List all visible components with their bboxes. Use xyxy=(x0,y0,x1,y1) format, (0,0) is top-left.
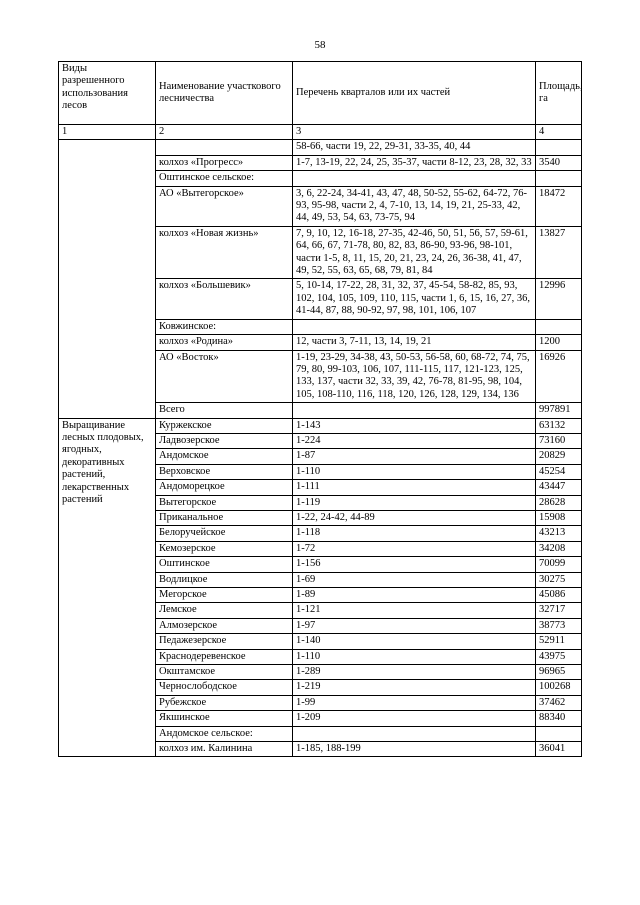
quarters-cell: 7, 9, 10, 12, 16-18, 27-35, 42-46, 50, 51, 56, 57, 59-61, 64, 66, 67, 71-78, 80, 82, 83, 86-90, 93-96, 98-101, части 1-5, 8, 11, 15, 20, 21, 23, 24, 26, 36-38, 41, 47, 49, 52, 55, 63, 65, 68, 79, 81, 84 xyxy=(293,226,536,279)
area-cell: 997891 xyxy=(536,403,582,418)
usage-type-cell xyxy=(59,140,156,418)
column-number: 1 xyxy=(59,125,156,140)
quarters-cell xyxy=(293,403,536,418)
quarters-cell: 1-118 xyxy=(293,526,536,541)
quarters-cell: 1-121 xyxy=(293,603,536,618)
forestry-name-cell: Чернослободское xyxy=(156,680,293,695)
quarters-cell: 12, части 3, 7-11, 13, 14, 19, 21 xyxy=(293,335,536,350)
quarters-cell xyxy=(293,319,536,334)
header-usage-type: Виды разрешенного использования лесов xyxy=(59,62,156,125)
forestry-name-cell: Ладвозерское xyxy=(156,433,293,448)
forestry-name-cell: АО «Восток» xyxy=(156,350,293,403)
area-cell: 34208 xyxy=(536,541,582,556)
quarters-cell: 1-87 xyxy=(293,449,536,464)
forestry-name-cell: Мегорское xyxy=(156,588,293,603)
area-cell: 70099 xyxy=(536,557,582,572)
forestry-name-cell: Куржекское xyxy=(156,418,293,433)
forestry-name-cell: Андомское сельское: xyxy=(156,726,293,741)
area-cell: 37462 xyxy=(536,695,582,710)
table-header-row xyxy=(59,62,582,125)
forest-usage-table xyxy=(58,61,582,757)
quarters-cell: 1-209 xyxy=(293,711,536,726)
forestry-name-cell: Вытегорское xyxy=(156,495,293,510)
area-cell: 28628 xyxy=(536,495,582,510)
area-cell: 43447 xyxy=(536,480,582,495)
area-cell: 43213 xyxy=(536,526,582,541)
area-cell xyxy=(536,319,582,334)
area-cell: 1200 xyxy=(536,335,582,350)
forestry-name-cell: колхоз «Новая жизнь» xyxy=(156,226,293,279)
forestry-name-cell: Кемозерское xyxy=(156,541,293,556)
quarters-cell: 1-89 xyxy=(293,588,536,603)
area-cell xyxy=(536,171,582,186)
quarters-cell xyxy=(293,726,536,741)
quarters-cell: 1-289 xyxy=(293,665,536,680)
forestry-name-cell: Андоморецкое xyxy=(156,480,293,495)
forestry-name-cell: Якшинское xyxy=(156,711,293,726)
area-cell: 96965 xyxy=(536,665,582,680)
area-cell: 36041 xyxy=(536,742,582,757)
area-cell: 20829 xyxy=(536,449,582,464)
quarters-cell xyxy=(293,171,536,186)
area-cell: 73160 xyxy=(536,433,582,448)
area-cell: 43975 xyxy=(536,649,582,664)
area-cell: 63132 xyxy=(536,418,582,433)
forestry-name-cell: Водлицкое xyxy=(156,572,293,587)
area-cell: 32717 xyxy=(536,603,582,618)
quarters-cell: 1-143 xyxy=(293,418,536,433)
area-cell: 38773 xyxy=(536,618,582,633)
area-cell xyxy=(536,140,582,155)
forestry-name-cell: Лемское xyxy=(156,603,293,618)
forestry-name-cell: Верховское xyxy=(156,464,293,479)
quarters-cell: 1-119 xyxy=(293,495,536,510)
area-cell: 12996 xyxy=(536,279,582,319)
quarters-cell: 5, 10-14, 17-22, 28, 31, 32, 37, 45-54, 58-82, 85, 93, 102, 104, 105, 109, 110, 115, части 1, 6, 15, 16, 27, 36, 41-44, 87, 88, 90-92, 97, 98, 101, 106, 107 xyxy=(293,279,536,319)
area-cell: 30275 xyxy=(536,572,582,587)
forestry-name-cell: Краснодеревенское xyxy=(156,649,293,664)
quarters-cell: 1-224 xyxy=(293,433,536,448)
area-cell: 3540 xyxy=(536,155,582,170)
quarters-cell: 3, 6, 22-24, 34-41, 43, 47, 48, 50-52, 55-62, 64-72, 76-93, 95-98, части 2, 4, 7-10, 13, 14, 19, 21, 25-33, 42, 44, 49, 53, 54, 63, 73-75, 94 xyxy=(293,186,536,226)
area-cell: 13827 xyxy=(536,226,582,279)
column-number: 2 xyxy=(156,125,293,140)
quarters-cell: 1-185, 188-199 xyxy=(293,742,536,757)
quarters-cell: 1-7, 13-19, 22, 24, 25, 35-37, части 8-12, 23, 28, 32, 33 xyxy=(293,155,536,170)
area-cell: 15908 xyxy=(536,510,582,525)
area-cell xyxy=(536,726,582,741)
header-quarters-list: Перечень кварталов или их частей xyxy=(293,62,536,125)
forestry-name-cell: Приканальное xyxy=(156,510,293,525)
quarters-cell: 1-219 xyxy=(293,680,536,695)
quarters-cell: 1-22, 24-42, 44-89 xyxy=(293,510,536,525)
area-cell: 18472 xyxy=(536,186,582,226)
quarters-cell: 58-66, части 19, 22, 29-31, 33-35, 40, 44 xyxy=(293,140,536,155)
forestry-name-cell: Ковжинское: xyxy=(156,319,293,334)
column-number: 3 xyxy=(293,125,536,140)
quarters-cell: 1-110 xyxy=(293,649,536,664)
forestry-name-cell: колхоз «Большевик» xyxy=(156,279,293,319)
forestry-name-cell: Белоручейское xyxy=(156,526,293,541)
area-cell: 45254 xyxy=(536,464,582,479)
forestry-name-cell: Оштинское сельское: xyxy=(156,171,293,186)
quarters-cell: 1-111 xyxy=(293,480,536,495)
quarters-cell: 1-69 xyxy=(293,572,536,587)
column-numbers-row xyxy=(59,125,582,140)
quarters-cell: 1-110 xyxy=(293,464,536,479)
forestry-name-cell: Всего xyxy=(156,403,293,418)
header-forestry-name: Наименование участкового лесничества xyxy=(156,62,293,125)
forestry-name-cell: Оштинское xyxy=(156,557,293,572)
forestry-name-cell: Окштамское xyxy=(156,665,293,680)
page-number: 58 xyxy=(314,39,326,51)
forestry-name-cell: колхоз им. Калинина xyxy=(156,742,293,757)
forestry-name-cell: Алмозерское xyxy=(156,618,293,633)
quarters-cell: 1-97 xyxy=(293,618,536,633)
forestry-name-cell: колхоз «Прогресс» xyxy=(156,155,293,170)
forestry-name-cell: Андомское xyxy=(156,449,293,464)
forestry-name-cell: Педажезерское xyxy=(156,634,293,649)
table-row xyxy=(59,418,582,433)
forestry-name-cell: колхоз «Родина» xyxy=(156,335,293,350)
area-cell: 88340 xyxy=(536,711,582,726)
forestry-name-cell: АО «Вытегорское» xyxy=(156,186,293,226)
area-cell: 100268 xyxy=(536,680,582,695)
forestry-name-cell xyxy=(156,140,293,155)
table-row xyxy=(59,140,582,155)
quarters-cell: 1-72 xyxy=(293,541,536,556)
usage-type-cell: Выращивание лесных плодовых, ягодных, декоративных растений, лекарственных растений xyxy=(59,418,156,757)
area-cell: 52911 xyxy=(536,634,582,649)
quarters-cell: 1-140 xyxy=(293,634,536,649)
header-area: Площадь, га xyxy=(536,62,582,125)
column-number: 4 xyxy=(536,125,582,140)
quarters-cell: 1-99 xyxy=(293,695,536,710)
area-cell: 16926 xyxy=(536,350,582,403)
quarters-cell: 1-19, 23-29, 34-38, 43, 50-53, 56-58, 60, 68-72, 74, 75, 79, 80, 99-103, 106, 107, 111-115, 117, 121-123, 125, 133, 137, части 32, 33, 39, 42, 76-78, 81-95, 98, 104, 105, 108-110, 116, 118, 120, 126, 128, 129, 134, 136 xyxy=(293,350,536,403)
forestry-name-cell: Рубежское xyxy=(156,695,293,710)
area-cell: 45086 xyxy=(536,588,582,603)
quarters-cell: 1-156 xyxy=(293,557,536,572)
